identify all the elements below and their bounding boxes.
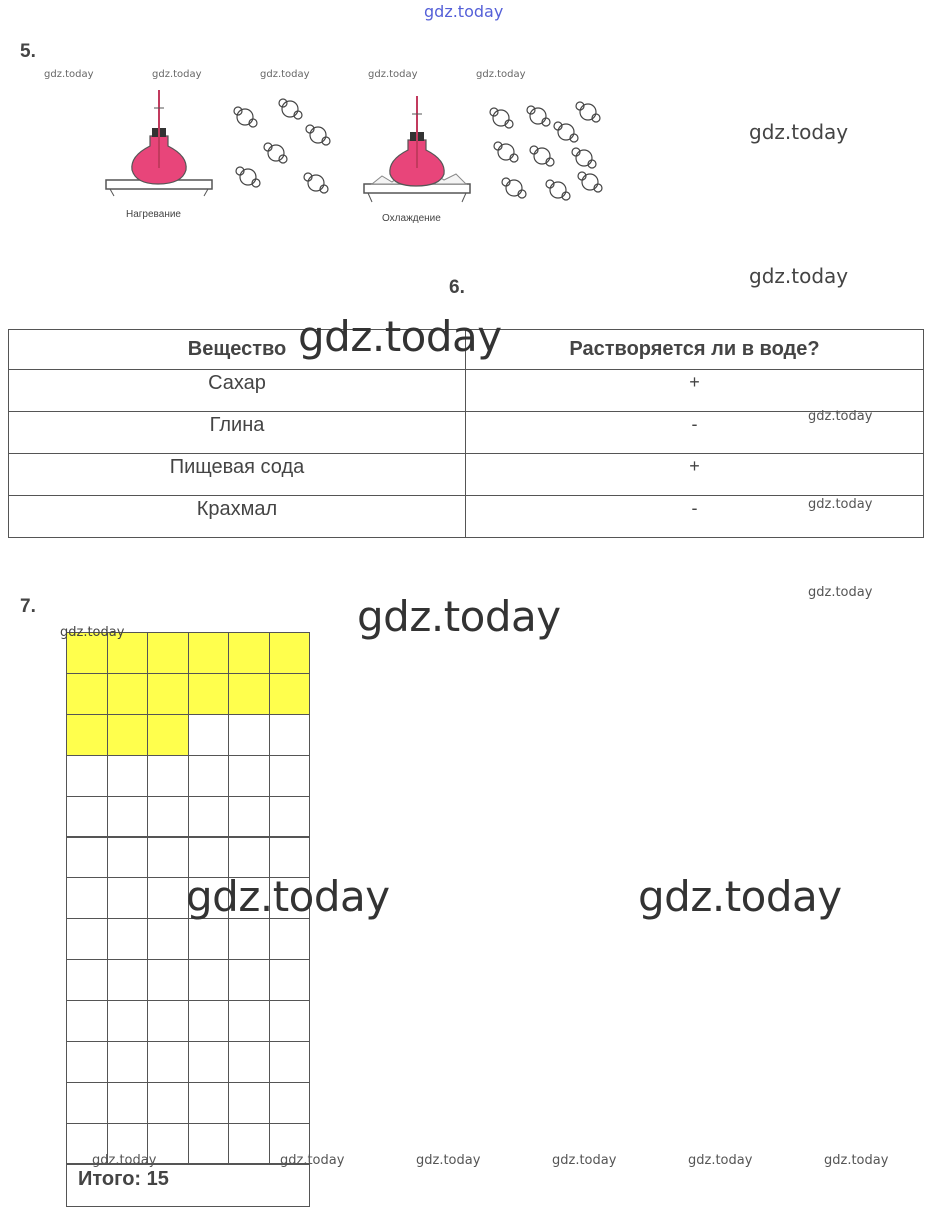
grid-cell: [147, 1000, 189, 1042]
watermark: gdz.today: [368, 69, 418, 80]
grid-cell: [107, 959, 149, 1001]
total-label: Итого: 15: [78, 1168, 169, 1190]
cell-soluble: +: [466, 454, 924, 496]
watermark: gdz.today: [357, 592, 561, 641]
watermark: gdz.today: [749, 264, 849, 288]
watermark: gdz.today: [92, 1153, 157, 1168]
grid-cell: [228, 959, 270, 1001]
grid-cell: [66, 1041, 108, 1083]
grid-cell: [228, 673, 270, 715]
grid-cell: [228, 1082, 270, 1124]
cell-soluble: -: [466, 496, 924, 538]
task-number-5: 5.: [20, 41, 36, 62]
grid-cell: [269, 959, 311, 1001]
watermark: gdz.today: [808, 497, 873, 512]
header-substance: Вещество: [9, 330, 466, 370]
grid-cell: [147, 673, 189, 715]
watermark: gdz.today: [280, 1153, 345, 1168]
grid-cell: [107, 1041, 149, 1083]
grid-cell: [228, 796, 270, 838]
total-box: [66, 1163, 310, 1207]
cell-substance: Крахмал: [9, 496, 466, 538]
grid-cell: [188, 673, 230, 715]
grid-cell: [269, 673, 311, 715]
grid-cell: [66, 837, 108, 879]
watermark: gdz.today: [638, 872, 842, 921]
grid-cell: [147, 755, 189, 797]
grid-cell: [147, 1082, 189, 1124]
grid-cell: [66, 877, 108, 919]
grid-cell: [147, 1041, 189, 1083]
grid-cell: [188, 796, 230, 838]
grid-cell: [66, 1000, 108, 1042]
caption-cooling: Охлаждение: [382, 213, 441, 224]
table-row: [9, 454, 924, 496]
grid-cell: [66, 796, 108, 838]
grid-cell: [188, 1082, 230, 1124]
grid-cell: [107, 755, 149, 797]
grid-cell: [228, 714, 270, 756]
table-row: [9, 412, 924, 454]
grid-cell: [66, 959, 108, 1001]
grid-cell: [269, 632, 311, 674]
grid-cell: [147, 837, 189, 879]
grid-cell: [188, 918, 230, 960]
header-soluble: Растворяется ли в воде?: [466, 330, 924, 370]
watermark-top: gdz.today: [424, 2, 504, 21]
watermark: gdz.today: [476, 69, 526, 80]
heating-flask-illustration: [100, 88, 220, 208]
grid-cell: [147, 959, 189, 1001]
grid-cell: [66, 673, 108, 715]
grid-cell: [188, 1000, 230, 1042]
grid-cell: [147, 632, 189, 674]
cooling-flask-illustration: [358, 92, 478, 212]
caption-heating: Нагревание: [126, 209, 181, 220]
grid-cell: [269, 1041, 311, 1083]
grid-cell: [228, 918, 270, 960]
grid-cell: [228, 1041, 270, 1083]
watermark: gdz.today: [186, 872, 390, 921]
grid-cell: [107, 714, 149, 756]
grid-cell: [188, 755, 230, 797]
grid-cell: [188, 714, 230, 756]
grid-cell: [66, 918, 108, 960]
grid-cell: [228, 1000, 270, 1042]
watermark: gdz.today: [60, 625, 125, 640]
grid-cell: [269, 755, 311, 797]
task-number-7: 7.: [20, 596, 36, 617]
grid-cell: [188, 959, 230, 1001]
grid-cell: [107, 796, 149, 838]
grid-cell: [228, 632, 270, 674]
watermark: gdz.today: [808, 585, 873, 600]
task-number-6: 6.: [449, 277, 465, 298]
grid-cell: [107, 673, 149, 715]
grid-cell: [66, 714, 108, 756]
watermark: gdz.today: [298, 312, 502, 361]
grid-cell: [269, 796, 311, 838]
grid-cell: [147, 877, 189, 919]
grid-cell: [147, 714, 189, 756]
grid-cell: [107, 1000, 149, 1042]
molecules-dense-illustration: [486, 98, 611, 208]
cell-substance: Глина: [9, 412, 466, 454]
grid-cell: [269, 918, 311, 960]
grid-cell: [188, 1123, 230, 1165]
cell-substance: Сахар: [9, 370, 466, 412]
grid-cell: [107, 918, 149, 960]
grid-cell: [66, 755, 108, 797]
watermark: gdz.today: [552, 1153, 617, 1168]
grid-cell: [188, 632, 230, 674]
watermark: gdz.today: [688, 1153, 753, 1168]
watermark: gdz.today: [824, 1153, 889, 1168]
grid-cell: [107, 1082, 149, 1124]
watermark: gdz.today: [260, 69, 310, 80]
grid-cell: [147, 796, 189, 838]
grid-cell: [269, 1000, 311, 1042]
watermark: gdz.today: [152, 69, 202, 80]
grid-cell: [269, 1082, 311, 1124]
grid-cell: [107, 837, 149, 879]
cell-soluble: -: [466, 412, 924, 454]
table-row: [9, 496, 924, 538]
grid-cell: [228, 1123, 270, 1165]
grid-cell: [107, 877, 149, 919]
grid-cell: [147, 918, 189, 960]
watermark: gdz.today: [808, 409, 873, 424]
watermark: gdz.today: [416, 1153, 481, 1168]
grid-cell: [66, 1082, 108, 1124]
molecules-sparse-illustration: [228, 95, 343, 200]
cell-substance: Пищевая сода: [9, 454, 466, 496]
grid-cell: [269, 714, 311, 756]
grid-cell: [188, 1041, 230, 1083]
cell-soluble: +: [466, 370, 924, 412]
table-row: [9, 370, 924, 412]
grid-cell: [228, 755, 270, 797]
watermark: gdz.today: [44, 69, 94, 80]
watermark: gdz.today: [749, 120, 849, 144]
